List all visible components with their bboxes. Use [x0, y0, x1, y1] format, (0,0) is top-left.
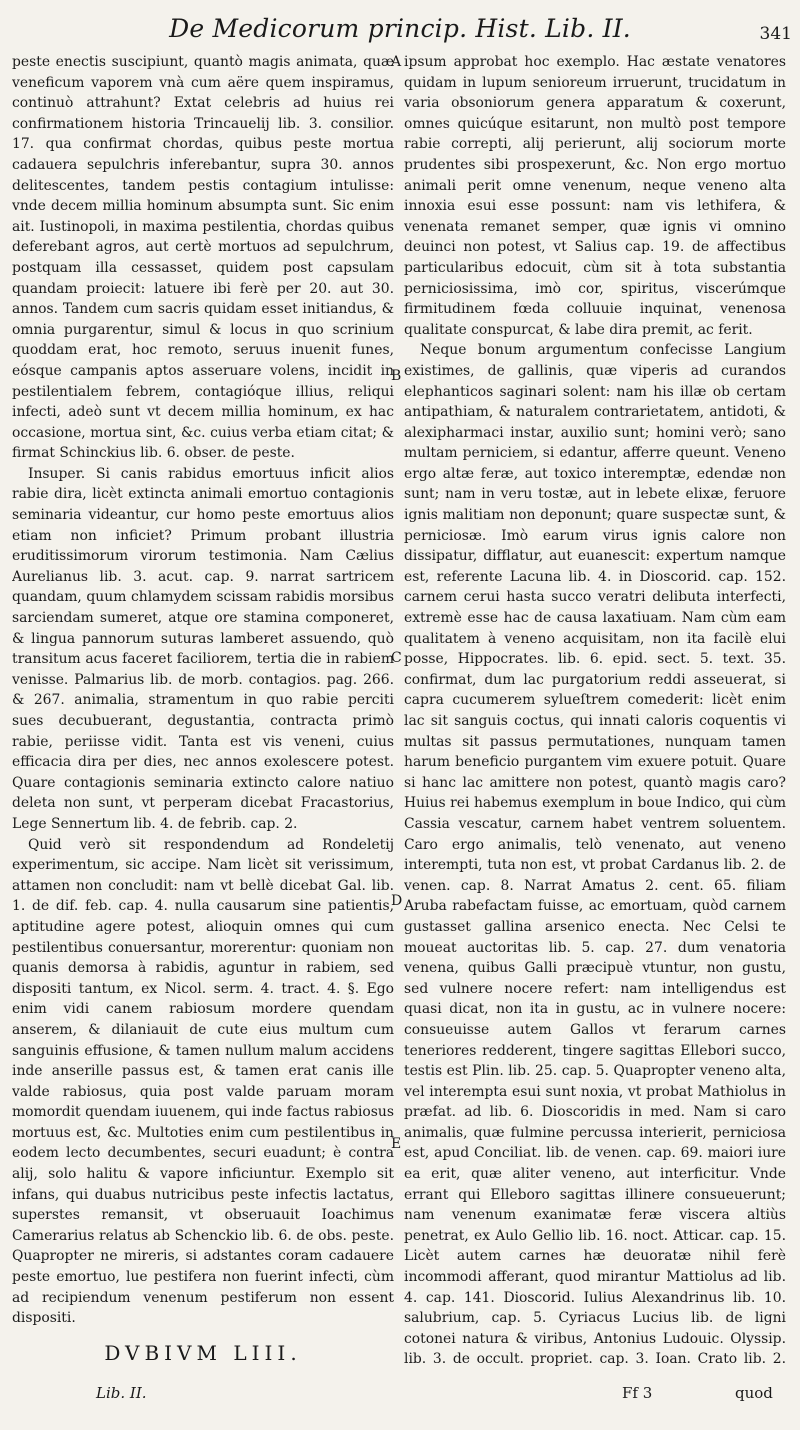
- margin-letter-c: C: [391, 650, 402, 666]
- printer-signature: Ff 3: [622, 1384, 653, 1402]
- margin-letter-d: D: [391, 893, 403, 909]
- section-subtitle: [12, 1369, 394, 1372]
- left-paragraph-2: Insuper. Si canis rabidus emortuus inficit alios rabie dira, licèt extincta animali emortuo contagionis seminaria videantur, cur homo peste emortuus alios etiam non inficiet? Primum probant illustria eruditissimorum virorum testimonia. Nam Cælius Aurelianus lib. 3. acut. cap. 9. narrat sartricem quandam, quum chlamydem scissam rabidis morsibus sarciendam sumeret, atque ore stamina componeret, & lingua pannorum suturas lamberet assuendo, quò transitum acus faceret faciliorem, tertia die in rabiem venisse. Palmarius lib. de morb. contagios. pag. 266. & 267. animalia, stramentum in quo rabie perciti sues decubuerant, degustantia, contracta primò rabie, periisse vidit. Tanta est vis veneni, cuius efficacia dira per dies, nec annos exolescere potest. Quare contagionis seminaria extincto calore natiuo deleta non sunt, vt perperam dicebat Fracastorius, Lege Sennertum lib. 4. de febrib. cap. 2.: [12, 465, 394, 832]
- margin-letter-b: B: [391, 368, 402, 384]
- catchword: quod: [735, 1384, 773, 1402]
- page-footer: [0, 1384, 800, 1414]
- left-paragraph-1: peste enectis suscipiunt, quantò magis animata, quæ veneficum vaporem vnà cum aëre quem inspiramus, continuò attrahunt? Extat celebris ad huius rei confirmationem historia Trincauelij lib. 3. consilior. 17. qua confirmat chordas, quibus peste mortua cadauera sepulchris inferebantur, supra 30. annos delitescentes, tandem pestis contagium intulisse: vnde decem millia hominum absumpta sunt. Sic enim ait. Iustinopoli, in maxima pestilentia, chordas quibus deferebant agros, aut certè mortuos ad sepulchrum, postquam illa cessasset, quidem post capsulam quandam proiecit: latuere ibi ferè per 20. aut 30. annos. Tandem cum sacris quidam esset initiandus, & omnia purgarentur, simul & locus in quo scrinium quoddam erat, hoc remoto, seruus inuenit funes, eósque campanis aptos asseruare volens, incidit in pestilentialem febrem, contagióque illius, reliqui infecti, adeò sunt vt decem millia hominum, ex hac occasione, mortua sint, &c. cuius verba etiam citat; & firmat Schinckius lib. 6. obser. de peste.: [12, 54, 394, 462]
- right-paragraph-2: Neque bonum argumentum confecisse Langium existimes, de gallinis, quæ viperis ad curandos elephanticos saginari solent: nam his illæ ob certam antipathiam, & naturalem contrarietatem, antidoti, & alexipharmaci instar, auxilio sunt; homini verò; sano multam perniciem, si edantur, afferre queunt. Veneno ergo altæ feræ, aut toxico interemptæ, edendæ non sunt; nam in veru tostæ, aut in lebete elixæ, feruore ignis malitiam non deponunt; quare suspectæ sunt, & perniciosæ. Imò earum virus ignis calore non dissipatur, difflatur, aut euanescit: expertum namque est, referente Lacuna lib. 4. in Dioscorid. cap. 152. carnem cerui hasta succo veratri delibuta interfecti, extremè esse hac de causa laxatiuam. Nam cùm eam qualitatem à veneno acquisitam, non ita facilè elui posse, Hippocrates. lib. 6. epid. sect. 5. text. 35. confirmat, dum lac purgatorium reddi asseuerat, si capra cucumerem sylueſtrem comederit: licèt enim lac sit sanguis coctus, qui innati caloris coquentis vi multas sit passus permutationes, nunquam tamen harum beneficio purgantem vim exuere potuit. Quare si hanc lac amittere non potest, quantò magis caro? Huius rei habemus exemplum in boue Indico, qui cùm Cassia vescatur, carnem habet ventrem soluentem. Caro ergo animalis, telò venenato, aut veneno interempti, tuta non est, vt probat Cardanus lib. 2. de venen. cap. 8. Narrat Amatus 2. cent. 65. filiam Aruba rabefactam fuisse, ac emortuam, quòd carnem gustasset gallina arsenico enecta. Nec Celsi te moueat auctoritas lib. 5. cap. 27. dum venatoria venena, quibus Galli præcipuè vtuntur, non gustu, sed vulnere nocere refert: nam intelligendus est quasi dicat, non ita in gustu, ac in vulnere nocere: consueuisse autem Gallos vt ferarum carnes teneriores redderent, tingere sagittas Ellebori succo, testis est Plin. lib. 25. cap. 5. Quapropter veneno alta, vel interempta esui sunt noxia, vt probat Mathiolus in præfat. ad lib. 6. Dioscoridis in med. Nam si caro animalis, quæ fulmine percussa interierit, perniciosa est, apud Conciliat. lib. de venen. cap. 69. maiori iure ea erit, quæ aliter veneno, aut interficitur. Vnde errant qui Elleboro sagittas illinere consueuerunt; nam venenum exanimatæ feræ viscera altiùs penetrat, ex Aulo Gellio lib. 16. noct. Atticar. cap. 15. Licèt autem carnes hæ deuoratæ nihil ferè incommodi afferant, quod mirantur Mattiolus ad lib. 4. cap. 141. Dioscorid. Iulius Alexandrinus lib. 10. salubrium, cap. 5. Cyriacus Lucius lib. de ligni cotonei natura & viribus, Antonius Ludouic. Olyssip. lib. 3. de occult. propriet. cap. 3. Ioan. Crato lib. 2.: [404, 342, 786, 1368]
- page-number: 341: [759, 24, 792, 44]
- running-title: De Medicorum princip. Hist. Lib. II.: [169, 14, 631, 43]
- page-header: [0, 10, 800, 50]
- margin-letter-a: A: [391, 54, 402, 70]
- right-paragraph-1: ipsum approbat hoc exemplo. Hac æstate venatores quidam in lupum senioreum irruerunt, trucidatum in varia obsoniorum genera apparatum & coxerunt, omnes quicúque esitarunt, non multò post tempore rabie correpti, alij perierunt, alij sociorum morte prudentes sibi prospexerunt, &c. Non ergo mortuo animali perit omne venenum, neque veneno alta innoxia esui esse possunt: nam vis lethifera, & venenata remanet semper, quæ ignis vi omnino deuinci non potest, vt Salius cap. 19. de affectibus particularibus edocuit, cùm sit à tota substantia perniciosissima, imò cor, spiritus, viscerúmque firmitudinem fœda colluuie inquinat, venenosa qualitate conspurcat, & labe dira premit, ac ferit.: [404, 54, 786, 338]
- right-column: [404, 52, 786, 1372]
- left-column: [12, 52, 394, 1372]
- footer-book-label: Lib. II.: [96, 1384, 147, 1402]
- left-paragraph-3: Quid verò sit respondendum ad Rondeletij experimentum, sic accipe. Nam licèt sit verissimum, attamen non concludit: nam vt bellè dicebat Gal. lib. 1. de dif. feb. cap. 4. nulla causarum sine patientis, aptitudine agere potest, alioquin omnes qui cum pestilentibus conuersantur, morerentur: quoniam non quanis demorsa à rabidis, aguntur in rabiem, sed dispositi tantum, ex Nicol. serm. 4. tract. 4. §. Ego enim vidi canem rabiosum mordere quendam anserem, & dilaniauit de cute eius multum cum sanguinis effusione, & tamen nullum malum accidens inde anserille passus est, & tamen erat canis ille valde rabiosus, quia post valde paruam moram momordit quendam iuuenem, qui inde factus rabiosus mortuus est, &c. Multoties enim cum pestilentibus in eodem lecto decumbentes, securi euadunt; è contra alij, solo halitu & vapore inficiuntur. Exemplo sit infans, qui duabus nutricibus peste infectis lactatus, superstes remansit, vt obseruauit Ioachimus Camerarius relatus ab Schenckio lib. 6. de obs. peste. Quapropter ne mireris, si adstantes coram cadauere peste emortuo, lue pestifera non fuerint infecti, cùm ad recipiendum venenum pestiferum non essent dispositi.: [12, 836, 394, 1327]
- margin-letter-e: E: [391, 1136, 402, 1152]
- section-heading: DVBIVM LIII.: [104, 1340, 302, 1365]
